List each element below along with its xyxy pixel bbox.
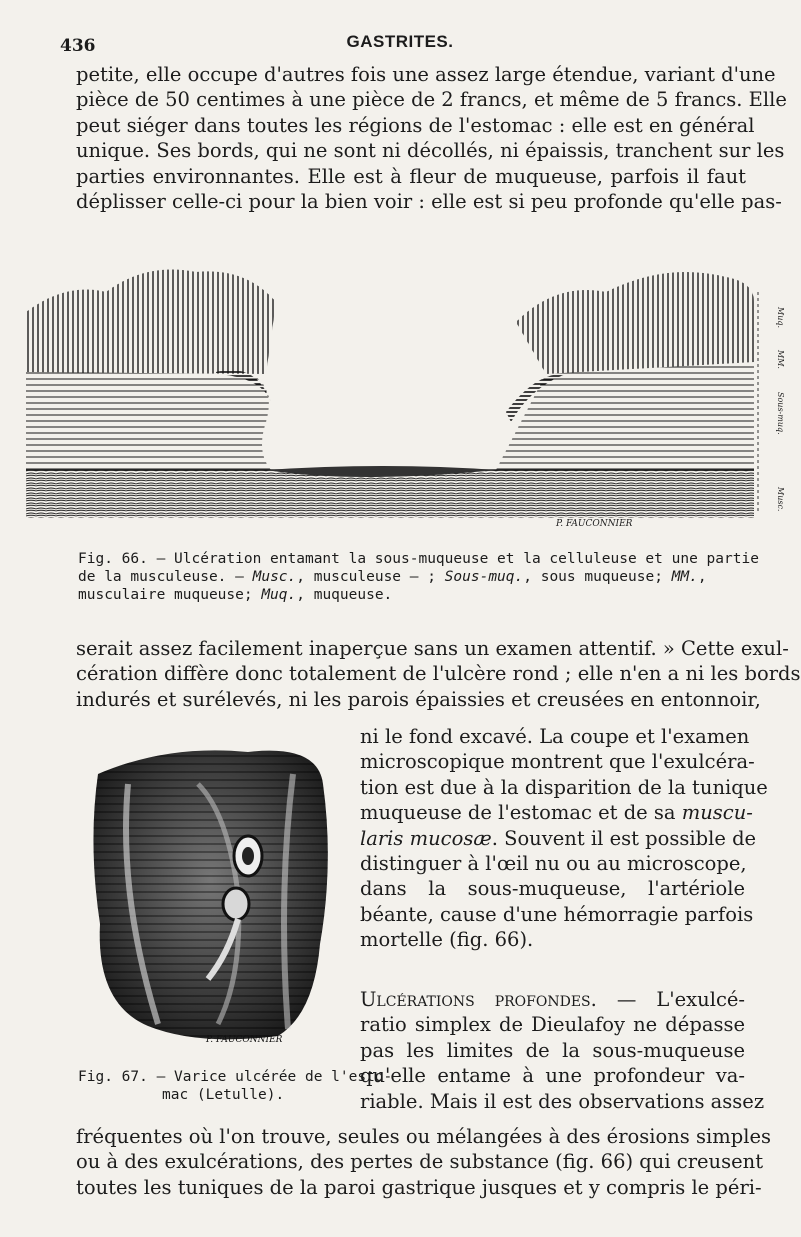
- caption-line: mac (Letulle).: [162, 1087, 285, 1103]
- text-line: ou à des exulcérations, des pertes de substance (fig. 66) qui creusent: [76, 1150, 764, 1174]
- text-line: ni le fond excavé. La coupe et l'examen: [360, 725, 750, 748]
- text-line: muqueuse de l'estomac et de sa muscu-: [360, 801, 753, 825]
- label-sous-muq: Sous-muq.: [776, 392, 785, 435]
- text-line: Ulcérations profondes. — L'exulcé-: [360, 988, 746, 1011]
- label-muq: Muq.: [776, 307, 785, 329]
- section-heading: Ulcérations profondes.: [360, 988, 597, 1011]
- paragraph-3: [360, 724, 768, 953]
- paragraph-5: [76, 1124, 772, 1200]
- text-line: béante, cause d'une hémorragie parfois: [360, 902, 754, 926]
- figure-66-signature: P. FAUCONNIER: [556, 519, 633, 529]
- text-line: pièce de 50 centimes à une pièce de 2 francs, et même de 5 francs. Elle: [76, 88, 787, 112]
- figure-67-caption: [78, 1068, 393, 1104]
- text-line: déplisser celle-ci pour la bien voir : elle est si peu profonde qu'elle pas-: [76, 190, 782, 214]
- text-line: qu'elle entame à une profondeur va-: [360, 1064, 745, 1088]
- figure-67-illustration: [88, 744, 334, 1046]
- text-line: serait assez facilement inaperçue sans un examen attentif. » Cette exul-: [76, 637, 789, 660]
- figure-66-illustration: [26, 262, 784, 527]
- text-line: pas les limites de la sous-muqueuse: [360, 1038, 745, 1062]
- caption-line: de la musculeuse. — Musc., musculeuse — ; Sous-muq., sous muqueuse; MM.,: [78, 569, 707, 585]
- text-line: dans la sous-muqueuse, l'artériole: [360, 877, 745, 901]
- text-line: indurés et surélevés, ni les parois épaissies et creusées en entonnoir,: [76, 687, 761, 711]
- text-line: tion est due à la disparition de la tunique: [360, 775, 768, 799]
- running-title: GASTRITES.: [346, 32, 454, 51]
- text-line: unique. Ses bords, qui ne sont ni décollés, ni épaissis, tranchent sur les: [76, 139, 785, 163]
- caption-line: Fig. 66. — Ulcération entamant la sous-muqueuse et la celluleuse et une partie: [78, 551, 759, 567]
- text-line: parties environnantes. Elle est à fleur de muqueuse, parfois il faut: [76, 164, 746, 188]
- text-line: toutes les tuniques de la paroi gastrique jusques et y compris le péri-: [76, 1175, 762, 1199]
- text-line: cération diffère donc totalement de l'ulcère rond ; elle n'en a ni les bords: [76, 662, 801, 686]
- label-mm: MM.: [776, 350, 785, 369]
- text-line: laris mucosæ. Souvent il est possible de: [360, 826, 757, 850]
- caption-line: Fig. 67. — Varice ulcérée de l'esto-: [78, 1069, 393, 1085]
- text-line: fréquentes où l'on trouve, seules ou mélangées à des érosions simples: [76, 1125, 772, 1148]
- text-line: ratio simplex de Dieulafoy ne dépasse: [360, 1013, 745, 1037]
- text-line: peut siéger dans toutes les régions de l'estomac : elle est en général: [76, 113, 755, 137]
- text-line: distinguer à l'œil nu ou au microscope,: [360, 852, 747, 876]
- figure-66-caption: [78, 550, 759, 604]
- text-line: microscopique montrent que l'exulcéra-: [360, 750, 755, 774]
- caption-line: musculaire muqueuse; Muq., muqueuse.: [78, 587, 393, 603]
- paragraph-4: [360, 987, 765, 1114]
- label-musc: Musc.: [776, 487, 785, 512]
- paragraph-1: [76, 62, 787, 214]
- text-line: mortelle (fig. 66).: [360, 928, 534, 952]
- text-line: riable. Mais il est des observations assez: [360, 1089, 765, 1113]
- text-line: petite, elle occupe d'autres fois une assez large étendue, variant d'une: [76, 63, 776, 86]
- figure-67-signature: P. FAUCONNIER: [206, 1035, 283, 1045]
- page-number: 436: [60, 36, 96, 56]
- paragraph-2: [76, 636, 801, 712]
